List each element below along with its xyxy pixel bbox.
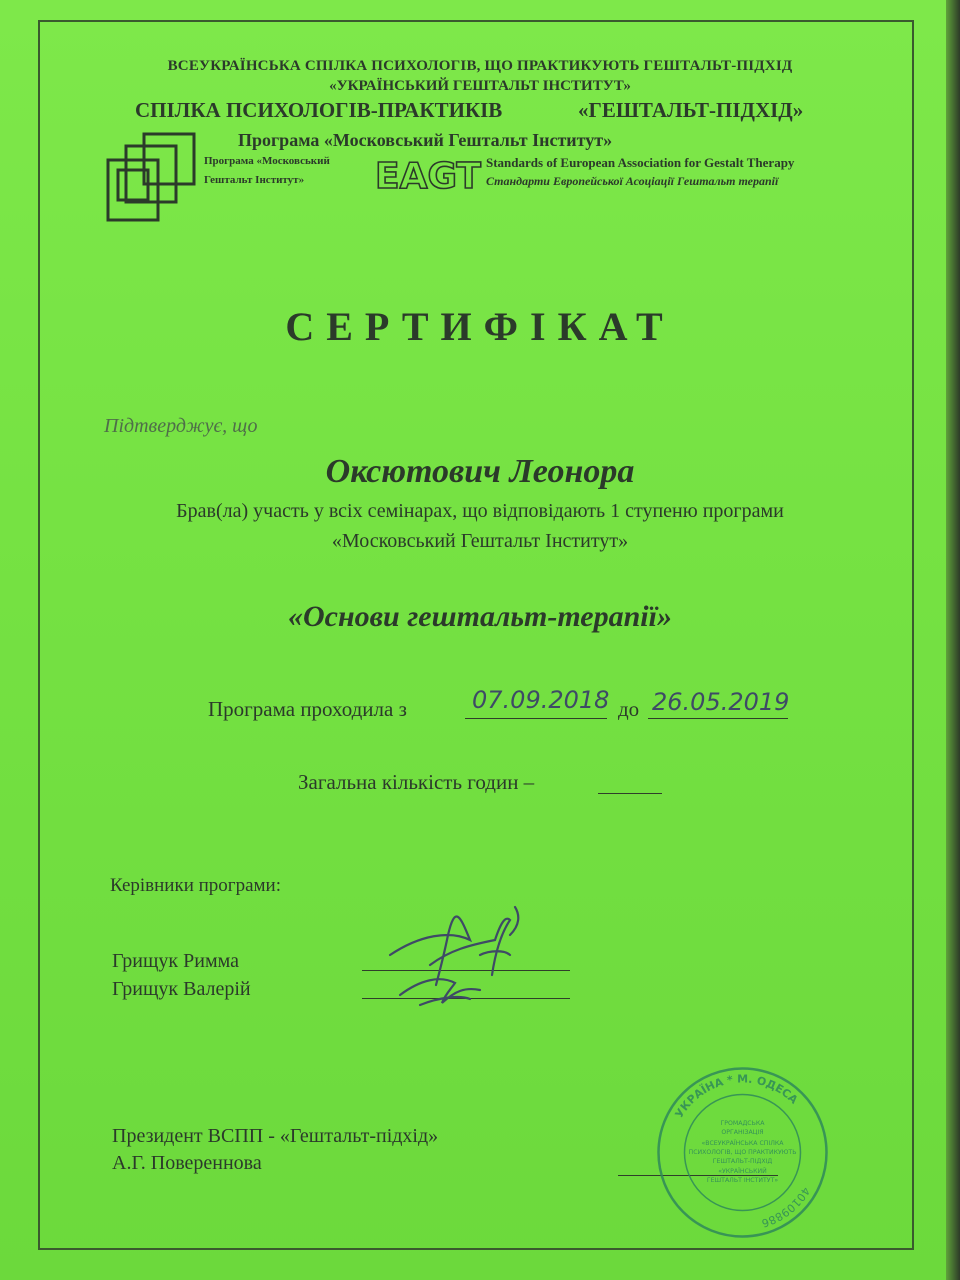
- certificate-title: СЕРТИФІКАТ: [285, 304, 675, 349]
- recipient-name: Оксютович Леонора: [325, 453, 635, 490]
- svg-text:ГРОМАДСЬКА: ГРОМАДСЬКА: [720, 1120, 765, 1127]
- course-name: «Основи гештальт-терапії»: [288, 600, 672, 633]
- paper-edge-shadow: [946, 0, 960, 1280]
- period-end-date: 26.05.2019: [652, 688, 790, 716]
- period-to-label: до: [618, 697, 640, 721]
- total-hours-label: Загальна кількість годин –: [298, 770, 535, 794]
- header-program-name: Програма «Московський Гештальт Інститут»: [238, 130, 613, 150]
- svg-text:«ВСЕУКРАЇНСЬКА СПІЛКА: «ВСЕУКРАЇНСЬКА СПІЛКА: [701, 1140, 784, 1147]
- svg-text:ПСИХОЛОГІВ, ЩО ПРАКТИКУЮТЬ: ПСИХОЛОГІВ, ЩО ПРАКТИКУЮТЬ: [688, 1149, 797, 1156]
- period-label: Програма проходила з: [208, 697, 407, 721]
- svg-text:УКРАЇНА * М. ОДЕСА: УКРАЇНА * М. ОДЕСА: [672, 1072, 801, 1121]
- header-union-name: ВСЕУКРАЇНСЬКА СПІЛКА ПСИХОЛОГІВ, ЩО ПРАКТИКУЮТЬ ГЕШТАЛЬТ-ПІДХІД: [167, 58, 793, 74]
- president-name: А.Г. Повереннова: [112, 1152, 262, 1174]
- program-leaders-label: Керівники програми:: [110, 875, 281, 896]
- participation-program: «Московський Гештальт Інститут»: [331, 530, 629, 552]
- organization-stamp-icon: [655, 1065, 830, 1240]
- svg-text:40109886: 40109886: [759, 1184, 813, 1230]
- confirm-text: Підтверджує, що: [104, 415, 258, 437]
- svg-text:ГЕШТАЛЬТ ІНСТИТУТ»: ГЕШТАЛЬТ ІНСТИТУТ»: [706, 1177, 779, 1184]
- hours-blank-line: [598, 793, 662, 794]
- leader-name-2: Грищук Валерій: [112, 978, 251, 1000]
- period-start-date: 07.09.2018: [472, 686, 610, 714]
- eagt-logo-icon: [372, 150, 484, 196]
- header-institute-name: «УКРАЇНСЬКИЙ ГЕШТАЛЬТ ІНСТИТУТ»: [329, 78, 631, 94]
- header-union-practitioners: СПІЛКА ПСИХОЛОГІВ-ПРАКТИКІВ: [135, 98, 503, 122]
- handwritten-signature-icon: [360, 895, 580, 1015]
- svg-text:ГЕШТАЛЬТ-ПІДХІД: ГЕШТАЛЬТ-ПІДХІД: [712, 1158, 773, 1165]
- program-small-line-1: Програма «Московський: [204, 155, 330, 167]
- svg-text:EAGT: EAGT: [375, 156, 481, 196]
- eagt-standards-en: Standards of European Association for Gestalt Therapy: [486, 155, 795, 170]
- program-small-line-2: Гештальт Інститут»: [204, 174, 305, 186]
- svg-text:«УКРАЇНСЬКИЙ: «УКРАЇНСЬКИЙ: [718, 1168, 767, 1175]
- president-title: Президент ВСПП - «Гештальт-підхід»: [112, 1125, 439, 1147]
- eagt-standards-ua: Стандарти Европейської Асоціації Гештальт терапії: [486, 174, 779, 188]
- leader-name-1: Грищук Римма: [112, 950, 240, 972]
- end-date-underline: [648, 718, 788, 719]
- start-date-underline: [465, 718, 607, 719]
- svg-text:ОРГАНІЗАЦІЯ: ОРГАНІЗАЦІЯ: [721, 1129, 764, 1136]
- squares-logo-icon: [104, 130, 200, 226]
- participation-text: Брав(ла) участь у всіх семінарах, що відповідають 1 ступеню програми: [176, 500, 784, 522]
- header-gestalt-approach: «ГЕШТАЛЬТ-ПІДХІД»: [578, 98, 804, 122]
